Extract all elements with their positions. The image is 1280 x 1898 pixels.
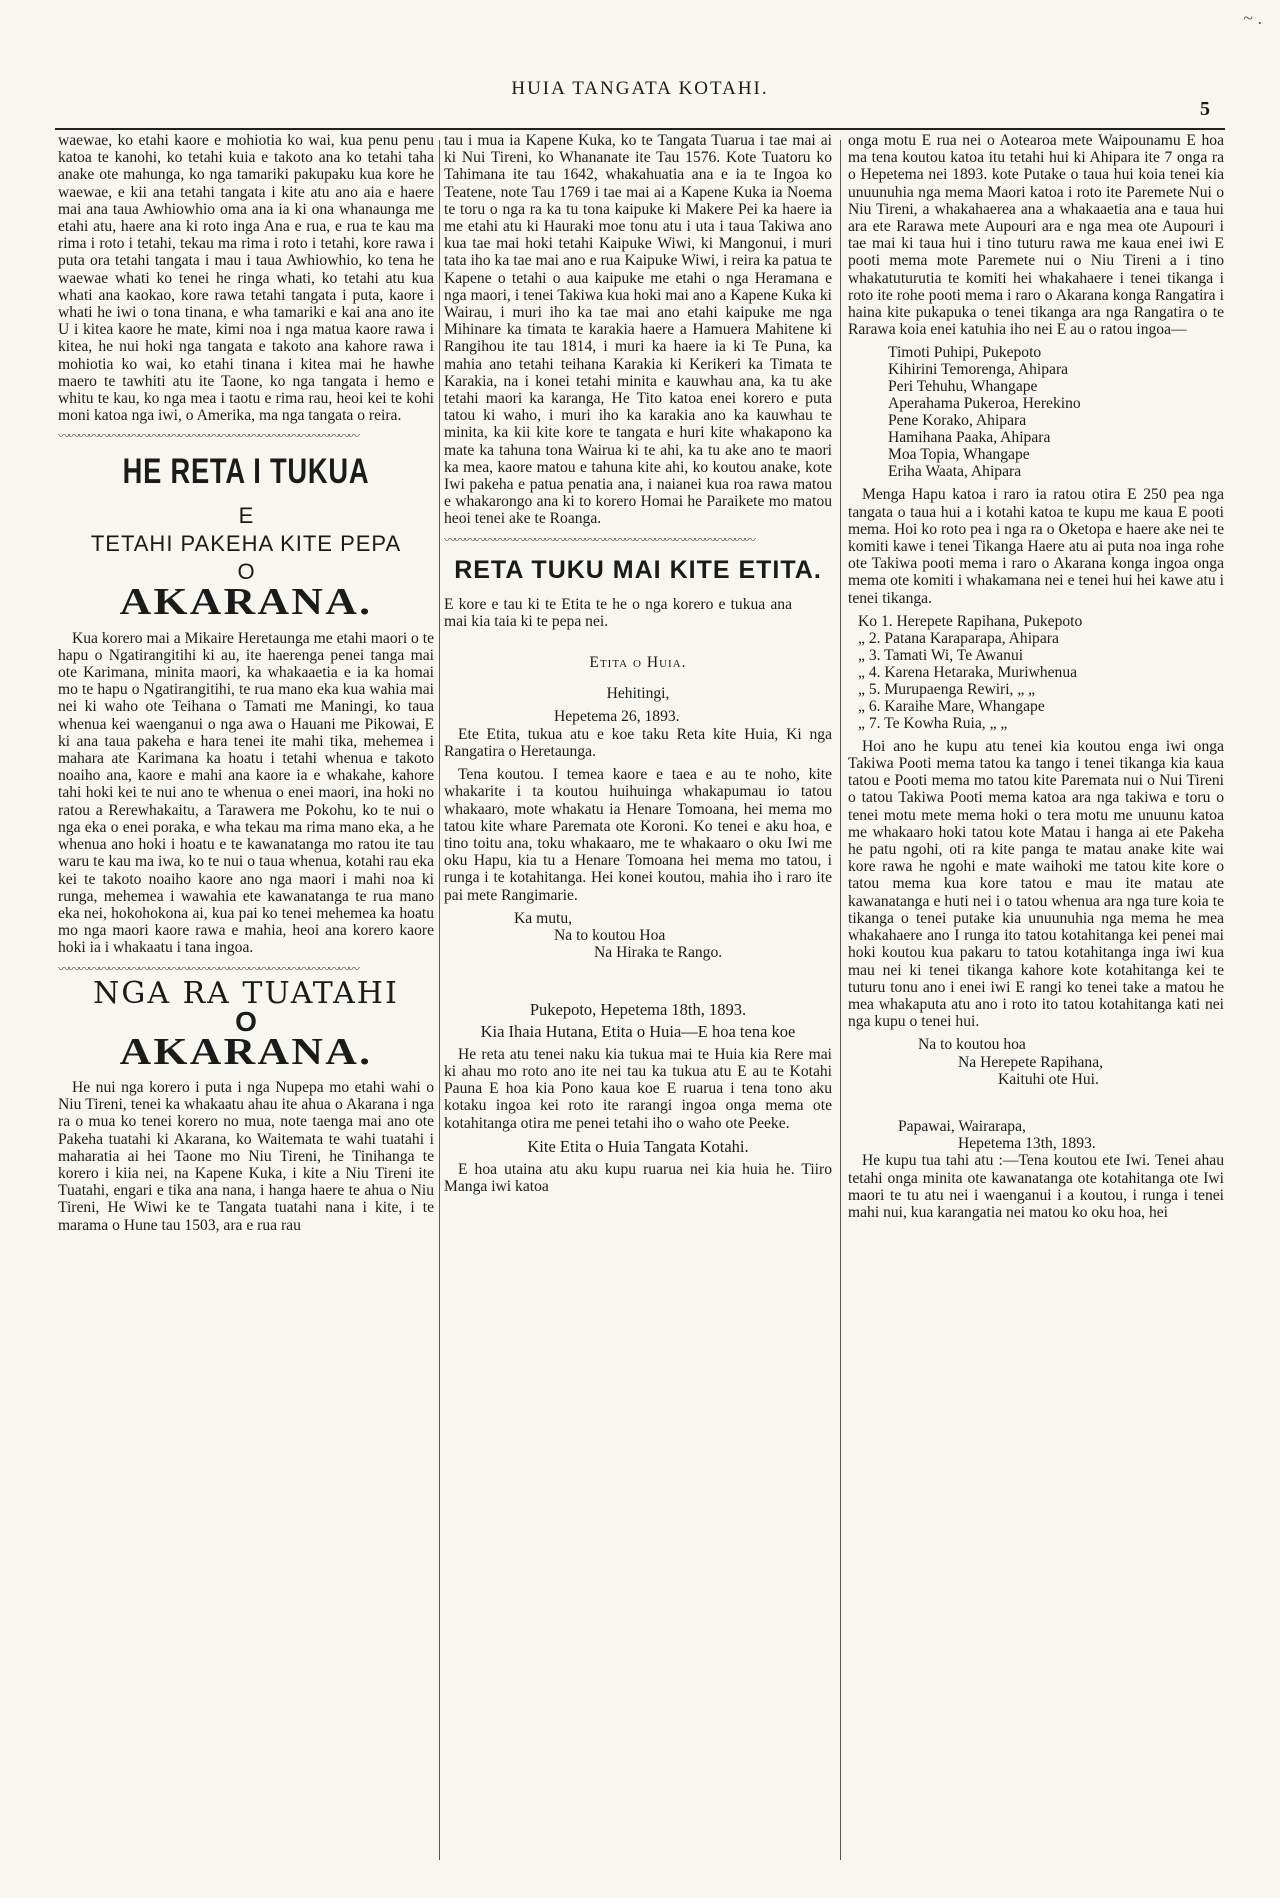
letter-salutation: Kia Ihaia Hutana, Etita o Huia—E hoa tena koe: [480, 1021, 796, 1041]
letter-body: Tena koutou. I temea kaore e taea e au te noho, kite whakarite i ta koutou huihuinga whakapumau io tatou whakaaro, mote whakatu ia Henare Tomoana, hei mema mo tatou kite whare Paremata ote Koroni. Ko tenei e aku hoa, e tino toitu ana, toku whakaaro, me te whakaaro o oku Iwi me oku Hapu, kia tu a Henare Tomoana hei mema mo tatou, i runga i te kotahitanga. Hei konei koutou, mahia iho i raro ite pai mete Rangimarie.: [444, 766, 832, 904]
continued-article-text: tau i mua ia Kapene Kuka, ko te Tangata Tuarua i tae mai ai ki Nui Tireni, ko Whananate ite Tau 1576. Kote Tuatoru ko Tahimana ite tau 1642, whakahuatia ana e ia te Ingoa ko Teatene, note Tau 1769 i tae mai ai a Kapene Kuka ia Noema te toru o nga ra ka tu tona kaipuke ki Makere Pei ka haere ia me etahi atu ki Hauraki moe tonu atu i uta i taua Takiwa ano kua tae mai hoki tetahi Kaipuke Wiwi, ki Mangonui, i muri tata iho ka tae mai ano e rua Kaipuke Wiwi, i reira ka patua te Kapene o tetahi o aua kaipuke me etahi o nga Heramana e nga maori, i tenei Takiwa kua hoki mai ano a Kapene Kuka ki Wairau, i muri iho ka tae mai ano etahi kaipuke me nga Mihinare ka timata te karakia haere a Hamuera Mahitene ki Rangihou ite tau 1814, i muri ka haere ia ki Te Puna, ka mahia ano tetahi teihana Karakia ki Kerikeri ka Timata te Karakia, na i konei tetahi minita e kauwhau ana, ka tu ake tetahi maori ka karanga, He Tito katoa enei korero e puta tatou ki waho, i muri iho ka karakia ano ka kauwhau te minita, ka kii kite kore te tangata e huri kite whakapono ka mate ka tahuna tona Wairua ki te ahi, ka tu ake ano te maori ka mea, kaore matou e tahuna kite ahi, ko koutou anake, kote Iwi pakeha e patua penatia ana, i naianei kua roa rawa matou e whakarongo ana ki to korero Homai he Paraikete mo matou heoi tenei ake te Roanga.: [444, 132, 832, 528]
article-title: HE RETA I TUKUA: [122, 452, 370, 492]
list-item: Timoti Puhipi, Pukepoto: [888, 344, 1042, 362]
continued-article-text: waewae, ko etahi kaore e mohiotia ko wai, kua penu penu katoa te kanohi, ko tetahi kuia e takoto ana ko tetahi taha anake ote mahunga, ko nga tamariki pakupaku kua kore he waewae, e kii ana tetahi tangata i kite atu ano aia e haere mai ana taua Awhiowhio oma ana ia ki ona whanaunga me etahi atu, haere ana ki roto inga Ana e rua, e rua te kau ma rima i roto i tetahi, tekau ma rima i roto i tetahi, kore rawa i puta ora tetahi tangata i mau i taua Awhiowhio, ko tena he waewae whati ko tenei he ringa whati, ko tetahi atu kua whati ana kaokao, kore rawa tetahi tangata i puta, kaore i whati he iwi o tona tinana, e wha tamariki e kai ana ano ite U i kitea kaore he mate, kimi noa i nga matua kaore rawa i kitea, he nui hoki nga tangata e takoto ana kahore rawa i mohiotia ko wai, ko etahi tinana i kitea mai he hawhe maero te tawhiti atu ite Taone, ko nga tangata i hemo e whitu te kau, ko nga mea i taotu e rima rau, heoi kei te kohi moni katoa nga iwi, o Amerika, ma nga tangata o reira.: [58, 132, 434, 425]
list-item: „ 6. Karaihe Mare, Whangape: [858, 697, 1045, 715]
letter-body: E hoa utaina atu aku kupu ruarua nei kia huia he. Tiiro Manga iwi katoa: [444, 1160, 832, 1196]
list-item: „ 2. Patana Karaparapa, Ahipara: [858, 629, 1059, 647]
wavy-divider: 〰〰〰〰〰〰〰〰〰〰〰〰〰〰〰〰〰〰〰〰〰〰〰〰〰〰〰〰〰〰: [58, 430, 359, 443]
list-item: Hamihana Paaka, Ahipara: [888, 429, 1051, 447]
article-body: Menga Hapu katoa i raro ia ratou otira E 250 pea nga tangata o taua hui a i kotahi katoa te kupu me kaua E pooti mema. Hoi ko roto pea i nga ra o Oketopa e haere ake nei te komiti kawe i tenei Tikanga Haere atu ai puta noa inga rohe ote Takiwa pooti mema i raro o Akarana konga ingoa onga mema ote komiti i whakamana nei e tenei hui hei kawe atu i tenei tikanga.: [848, 486, 1224, 607]
list-item: Aperahama Pukeroa, Herekino: [888, 395, 1081, 413]
running-title: HUIA TANGATA KOTAHI.: [511, 78, 769, 99]
continued-article-text: onga motu E rua nei o Aotearoa mete Waipounamu E hoa ma tena koutou katoa itu tetahi hui ki Ahipara ite 7 onga ra o Hepetema nei 1893. kote Putake o taua hui koia tenei kia unuunuhia nga mema Maori katoa i roto ite Paremete Nui o Niu Tireni, a whakahaerea ana a whakaaetia ana e taua hui ara ete Rarawa mete Aupouri ara e nga mea ote Aupouri i tae mai ki taua hui i tino tuturu rawa me kaua enei iwi E pooti mema mote Paremete nui o Niu Tireni a i tino whakatuturutia te komiti hei whakahaere i tenei tikanga i roto ite rohe pooti mema i raro o Akarana konga Rangatira i haina kite pukapuka o tenei tikanga ara nga Rangatira o te Rarawa koia enei katuhia iho nei E au o ratou ingoa—: [848, 132, 1224, 339]
list-item: Moa Topia, Whangape: [888, 446, 1030, 464]
list-item: Peri Tehuhu, Whangape: [888, 378, 1038, 396]
letter-dateline: Pukepoto, Hepetema 18th, 1893.: [529, 1000, 747, 1020]
wavy-divider: 〰〰〰〰〰〰〰〰〰〰〰〰〰〰〰〰〰〰〰〰〰〰〰〰〰〰〰〰〰〰〰: [444, 533, 755, 546]
article-subtitle: O: [235, 1005, 257, 1037]
letter-date: Hepetema 13th, 1893.: [958, 1135, 1096, 1153]
article-body: He nui nga korero i puta i nga Nupepa mo etahi wahi o Niu Tireni, tenei ka whakaatu ahau ite ahua o Akarana i nga ra o mua ko tenei korero no mua, note taenga mai ano ote Pakeha tuatahi ki Akarana, ko Waitemata te wahi tuatahi i maharatia ai hei Taone mo Niu Tireni, he Tinihanga te korero i kiia nei, na Kapene Kuka, i kite a Niu Tireni ite Tuatahi, engari e tika ana nana, i hanga haere te ahua o Niu Tireni, He Wiwi ke te Tangata tuatahi nana i kite, i te marama o Hune tau 1503, ara e rua rau: [58, 1078, 434, 1234]
wavy-divider: 〰〰〰〰〰〰〰〰〰〰〰〰〰〰〰〰〰〰〰〰〰〰〰〰〰〰〰〰〰〰: [58, 962, 359, 975]
editor-note: E kore e tau ki te Etita te he o nga korero e tukua ana mai kia taia ki te pepa nei.: [444, 595, 792, 630]
letter-signature: Na Hiraka te Rango.: [594, 944, 723, 962]
letter-body: He reta atu tenei naku kia tukua mai te Huia kia Rere mai ki ahau mo roto ano ite nei tau ka tukua atu E au te Kotahi Pauna E hoa kia Pono kaua koe E ruarua i tena tono aku kotaku ingoa kei roto ite rarangi ingoa onga mema ote kotahitanga otira me penei tetahi iho o waho ote Peeke.: [444, 1045, 832, 1132]
section-heading: Etita o Huia.: [589, 654, 687, 672]
article-body: Hoi ano he kupu atu tenei kia koutou enga iwi onga Takiwa Pooti mema tatou ka tango i tenei tikanga kia kaua tatou e Pooti mema mo tatou kite Paremata nui o Nui Tireni o tatou Takiwa Pooti mema katoa ara nga takiwa e toru o tenei motu mete mema hoki o tera motu me unuunu katoa me whakaaro hoki tatou kote Matau i hanga ai ete Pakeha he patu ngohi, oti ra kite panga te matau anake kite wai kore rawa he ngohi e mate waihoki me tatou kite kore o tatou mema kua kore tatou e mau ite matau ate kawanatanga e huti nei i o tatou whenua ara nga ture koia te tikanga o tenei putake kia unuunuhia nga mema he mea whakahaere ano I runga ito tatou kotahitanga kei penei mai hoki koutou kua pakaru to tatou kotahitanga inga iwi kua mau nei ki tenei tikanga kahore kote kotahitanga kei te tuturu tonu ano i enei iwi E rangi ko tenei take a matou he mea whakaputa atu ano i roto ito tatou kotahitanga kati nei nga kupu o tenei hui.: [848, 737, 1224, 1031]
committee-list: [858, 613, 1224, 732]
article-subtitle: O: [237, 559, 255, 585]
list-item: „ 3. Tamati Wi, Te Awanui: [858, 646, 1024, 664]
letter-body: Ete Etita, tukua atu e koe taku Reta kite Huia, Ki nga Rangatira o Heretaunga.: [444, 725, 832, 760]
list-item: Eriha Waata, Ahipara: [888, 463, 1022, 481]
article-place-heading: AKARANA.: [119, 1030, 373, 1073]
signatory-list: [888, 344, 1224, 480]
column-2: [444, 132, 832, 1872]
letter-signature: Na Herepete Rapihana,: [958, 1053, 1104, 1071]
header-rule: [55, 128, 1225, 130]
letter-place: Papawai, Wairarapa,: [898, 1117, 1026, 1135]
letter-date: Hepetema 26, 1893.: [554, 708, 680, 726]
article-body: Kua korero mai a Mikaire Heretaunga me etahi maori o te hapu o Ngatirangitihi ki au, ite haerenga penei tanga mai ote Karimana, minita maori, ka whakaaetia e ia ka homai mo te hapu o Ngatirangitihi, te rua mano eka kua wahia mai nei ki waho ote Teihana o Tamati me Maningi, ko taua whenua kei waenganui o nga awa o Hauani me Pikowai, E ki ana taua pakeha e hara tenei ite mahi tika, mehemea i mahara ate Karimana ka hoatu i tetahi whenua e takoto noaiho ana, kaore e mahi ana kaore ia e whakahe, kahore tahi hoki kei te nui ano te whenua o enei maori, ina hoki no ratou a Rerewhakaitu, a Tarawera me Pokohu, ko te nui o nga eka o enei poraka, e wha tekau ma rima mano eka, a he whenua ano hoki i hoatu e te kawanatanga mo ratou ite tau waru te kau ma iwa, ko te nui o taua whenua, kotahi rau eka kei te takoto noaiho kaore ano nga maori i mahi noa ki runga, mehemea i wawahia ete kawanatanga te rua mano eka nei, hokohokona ai, kua pai ko tenei mehemea ka hoatu mo nga maori kaore rawa e mahia, heoi ana korero kaore hoki ia i whakaatu i tana ingoa.: [58, 629, 434, 957]
letter-signature: Ka mutu,: [514, 909, 573, 927]
list-item: „ 5. Murupaenga Rewiri, „ „: [858, 680, 1036, 698]
article-place-heading: AKARANA.: [119, 581, 373, 624]
corner-mark: ~ .: [1243, 8, 1262, 28]
letter-signature: Kaituhi ote Hui.: [998, 1070, 1099, 1088]
letter-signature: Na to koutou hoa: [918, 1036, 1026, 1054]
page-header: [40, 78, 1240, 118]
column-1: [58, 132, 434, 1872]
column-divider: [439, 140, 440, 1860]
article-title: NGA RA TUATAHI: [93, 975, 399, 1011]
article-subtitle: E: [238, 503, 254, 529]
list-item: Pene Korako, Ahipara: [888, 412, 1027, 430]
article-subtitle: TETAHI PAKEHA KITE PEPA: [90, 531, 402, 557]
letter-body: He kupu tua tahi atu :—Tena koutou ete Iwi. Tenei ahau tetahi onga minita ote kawanatanga ote kotahitanga ote Iwi maori te tu atu nei i waenganui i a koutou, i runga i tenei mahi nui, kua karangatia nei matou ko oku hoa, hei: [848, 1152, 1224, 1221]
section-heading: Kite Etita o Huia Tangata Kotahi.: [527, 1136, 749, 1156]
list-item: „ 4. Karena Hetaraka, Muriwhenua: [858, 663, 1078, 681]
column-3: [848, 132, 1224, 1872]
list-item: Ko 1. Herepete Rapihana, Pukepoto: [858, 612, 1083, 630]
list-item: Kihirini Temorenga, Ahipara: [888, 361, 1069, 379]
page-number: 5: [1200, 98, 1210, 120]
list-item: „ 7. Te Kowha Ruia, „ „: [858, 714, 1008, 732]
letter-signature: Na to koutou Hoa: [554, 926, 666, 944]
letter-place: Hehitingi,: [606, 685, 670, 703]
article-title: RETA TUKU MAI KITE ETITA.: [454, 555, 822, 584]
column-divider: [840, 140, 841, 1860]
